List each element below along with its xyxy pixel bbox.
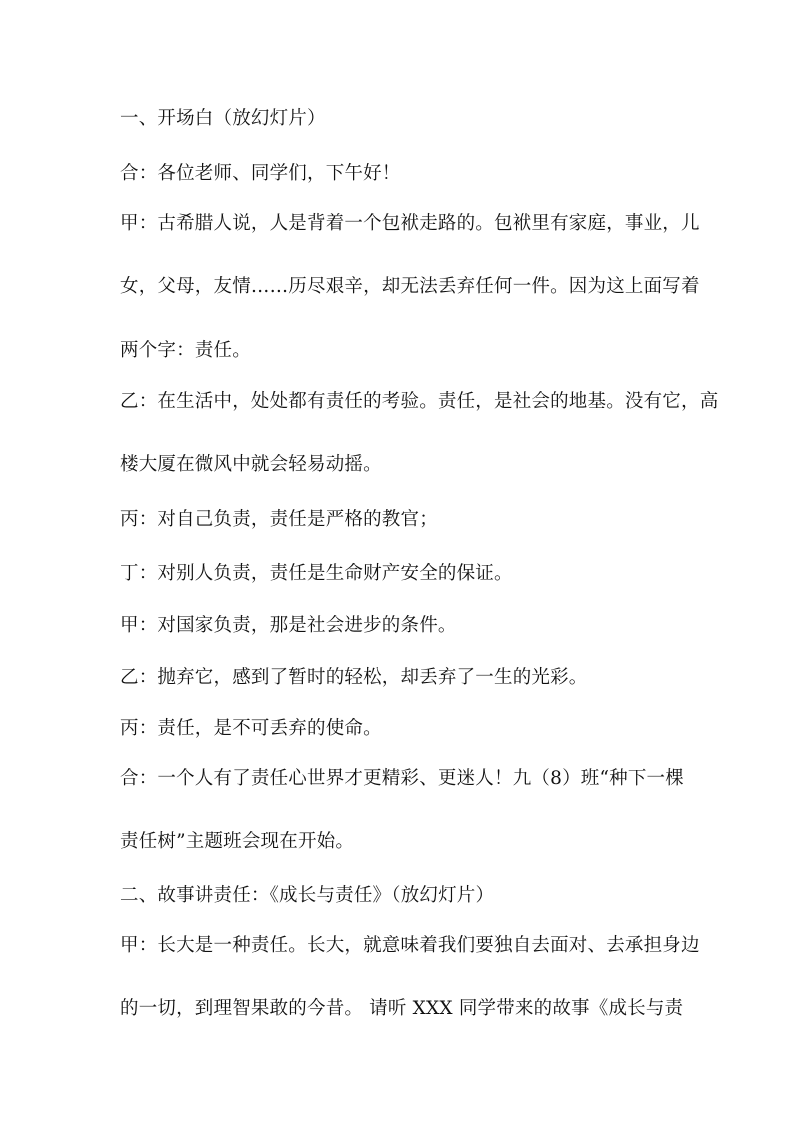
script-line: 乙：抛弃它，感到了暂时的轻松，却丢弃了一生的光彩。 [120,667,588,688]
script-line: 乙：在生活中，处处都有责任的考验。责任，是社会的地基。没有它，高 [120,391,719,412]
script-line: 两个字：责任。 [120,340,251,361]
script-line: 楼大厦在微风中就会轻易动摇。 [120,454,382,475]
script-line: 甲：古希腊人说，人是背着一个包袱走路的。包袱里有家庭，事业，儿 [120,213,700,234]
script-line: 责任树”主题班会现在开始。 [120,831,355,852]
script-line: 甲：长大是一种责任。长大，就意味着我们要独自去面对、去承担身边 [120,935,700,956]
script-line: 丙：对自己负责，责任是严格的教官； [120,509,438,530]
section-heading-story: 二、故事讲责任：《成长与责任》（放幻灯片） [120,885,495,906]
script-line: 合：一个人有了责任心世界才更精彩、更迷人！九（8）班“种下一棵 [120,768,684,789]
script-line: 合：各位老师、同学们，下午好！ [120,163,401,184]
section-heading-opening: 一、开场白（放幻灯片） [120,108,326,129]
script-line: 女，父母，友情……历尽艰辛，却无法丢弃任何一件。因为这上面写着 [120,276,700,297]
script-line: 甲：对国家负责，那是社会进步的条件。 [120,615,457,636]
script-line: 丁：对别人负责，责任是生命财产安全的保证。 [120,563,513,584]
script-line: 的一切，到理智果敢的今昔。 请听 XXX 同学带来的故事《成长与责 [120,998,684,1019]
script-line: 丙：责任，是不可丢弃的使命。 [120,718,382,739]
